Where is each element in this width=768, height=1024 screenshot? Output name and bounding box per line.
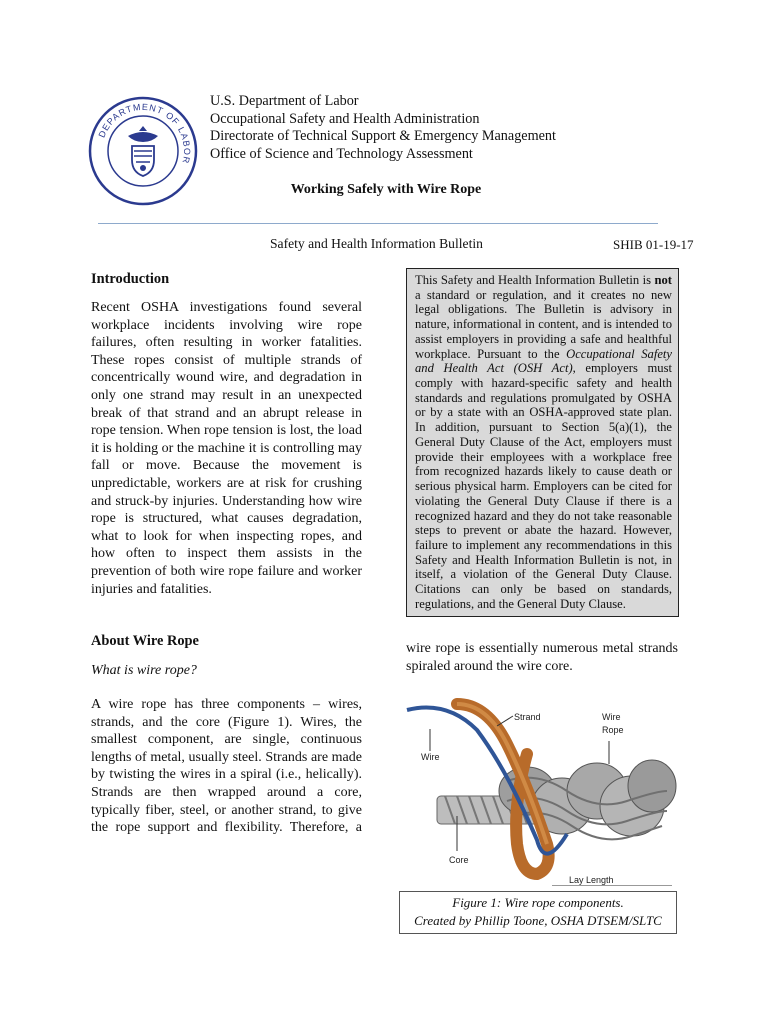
agency-line: Directorate of Technical Support & Emergency Management (210, 128, 556, 145)
disclaimer-text: This Safety and Health Information Bulletin is (415, 273, 655, 287)
label-wire: Wire (421, 752, 440, 762)
wire-rope-diagram (397, 696, 677, 886)
seal-text: DEPARTMENT OF LABOR (96, 101, 193, 165)
wire-rope-continuation: wire rope is essentially numerous metal strands spiraled around the wire core. (406, 641, 678, 674)
label-core: Core (449, 855, 469, 865)
bulletin-type: Safety and Health Information Bulletin (270, 236, 483, 251)
what-is-wire-rope-subheading: What is wire rope? (91, 663, 197, 678)
disclaimer-text: a standard or regulation, and it creates no new legal obligations. The Bulletin is advisory in nature, informational in content, and is intended to assist employers in providing a safe and healthful workplace. Pursuant to the (415, 287, 672, 361)
about-wire-rope-heading: About Wire Rope (91, 633, 199, 649)
label-wire-rope: Wire (602, 712, 621, 722)
document-title: Working Safely with Wire Rope (290, 182, 482, 197)
agency-line: Occupational Safety and Health Administration (210, 110, 480, 127)
disclaimer-text: , employers must comply with hazard-specific safety and health standards and regulations promulgated by OSHA or by a state with an OSHA-approved state plan. In addition, pursuant to Section 5(a)(1), the General Duty Clause of the Act, employers must provide their employees with a workplace free from recognized hazards likely to cause death or serious physical harm. Employers can be cited for violating the General Duty Clause if there is a recognized hazard and they do not take reasonable steps to prevent or abate the hazard. However, failure to implement any recommendations in this Safety and Health Information Bulletin is not, in itself, a violation of the General Duty Clause. Citations can only be based on standards, regulations, and the General Duty Clause. (415, 361, 672, 611)
caption-line: Figure 1: Wire rope components. (452, 895, 624, 910)
agency-line: Office of Science and Technology Assessment (210, 145, 473, 162)
wire-rope-paragraph: A wire rope has three components – wires, strands, and the core (Figure 1). Wires, the smallest component, are single, continuous lengths of metal, usually steel. Strands are made by twisting the wires in a spiral (i.e., helically). Strands are then wrapped around a core, typically fiber, steel, or another strand, to give the rope support and flexibility. Therefore, a (91, 697, 362, 836)
bulletin-id: SHIB 01-19-17 (613, 237, 694, 252)
introduction-heading: Introduction (91, 271, 170, 287)
figure-caption (399, 891, 677, 934)
label-strand: Strand (514, 712, 541, 722)
disclaimer-box (406, 268, 679, 617)
label-wire-rope: Rope (602, 725, 624, 735)
caption-line: Created by Phillip Toone, OSHA DTSEM/SLTC (414, 912, 662, 928)
agency-block (210, 93, 556, 163)
dol-seal-logo (88, 96, 198, 206)
disclaimer-emphasis: not (654, 273, 672, 287)
agency-line: U.S. Department of Labor (210, 93, 359, 109)
disclaimer-act-name: Occupational Safety and Health Act (OSH Act) (415, 346, 672, 376)
introduction-paragraph: Recent OSHA investigations found several workplace incidents involving wire rope failures, often resulting in worker fatalities. These ropes consist of multiple strands of concentrically wound wire, and degradation in only one strand may result in an unexpected break of that strand and an abrupt release in rope tension. When rope tension is lost, the load it is holding or the machine it is controlling may fall or move. Because the movement is unpredictable, workers are at risk for crushing and struck-by injuries. Understanding how wire rope is structured, what causes degradation, what to look for when inspecting ropes, and how often to inspect them assists in the prevention of both wire rope failure and worker injuries and fatalities. (91, 300, 362, 597)
label-lay-length: Lay Length (569, 875, 614, 885)
header-divider (98, 223, 658, 224)
